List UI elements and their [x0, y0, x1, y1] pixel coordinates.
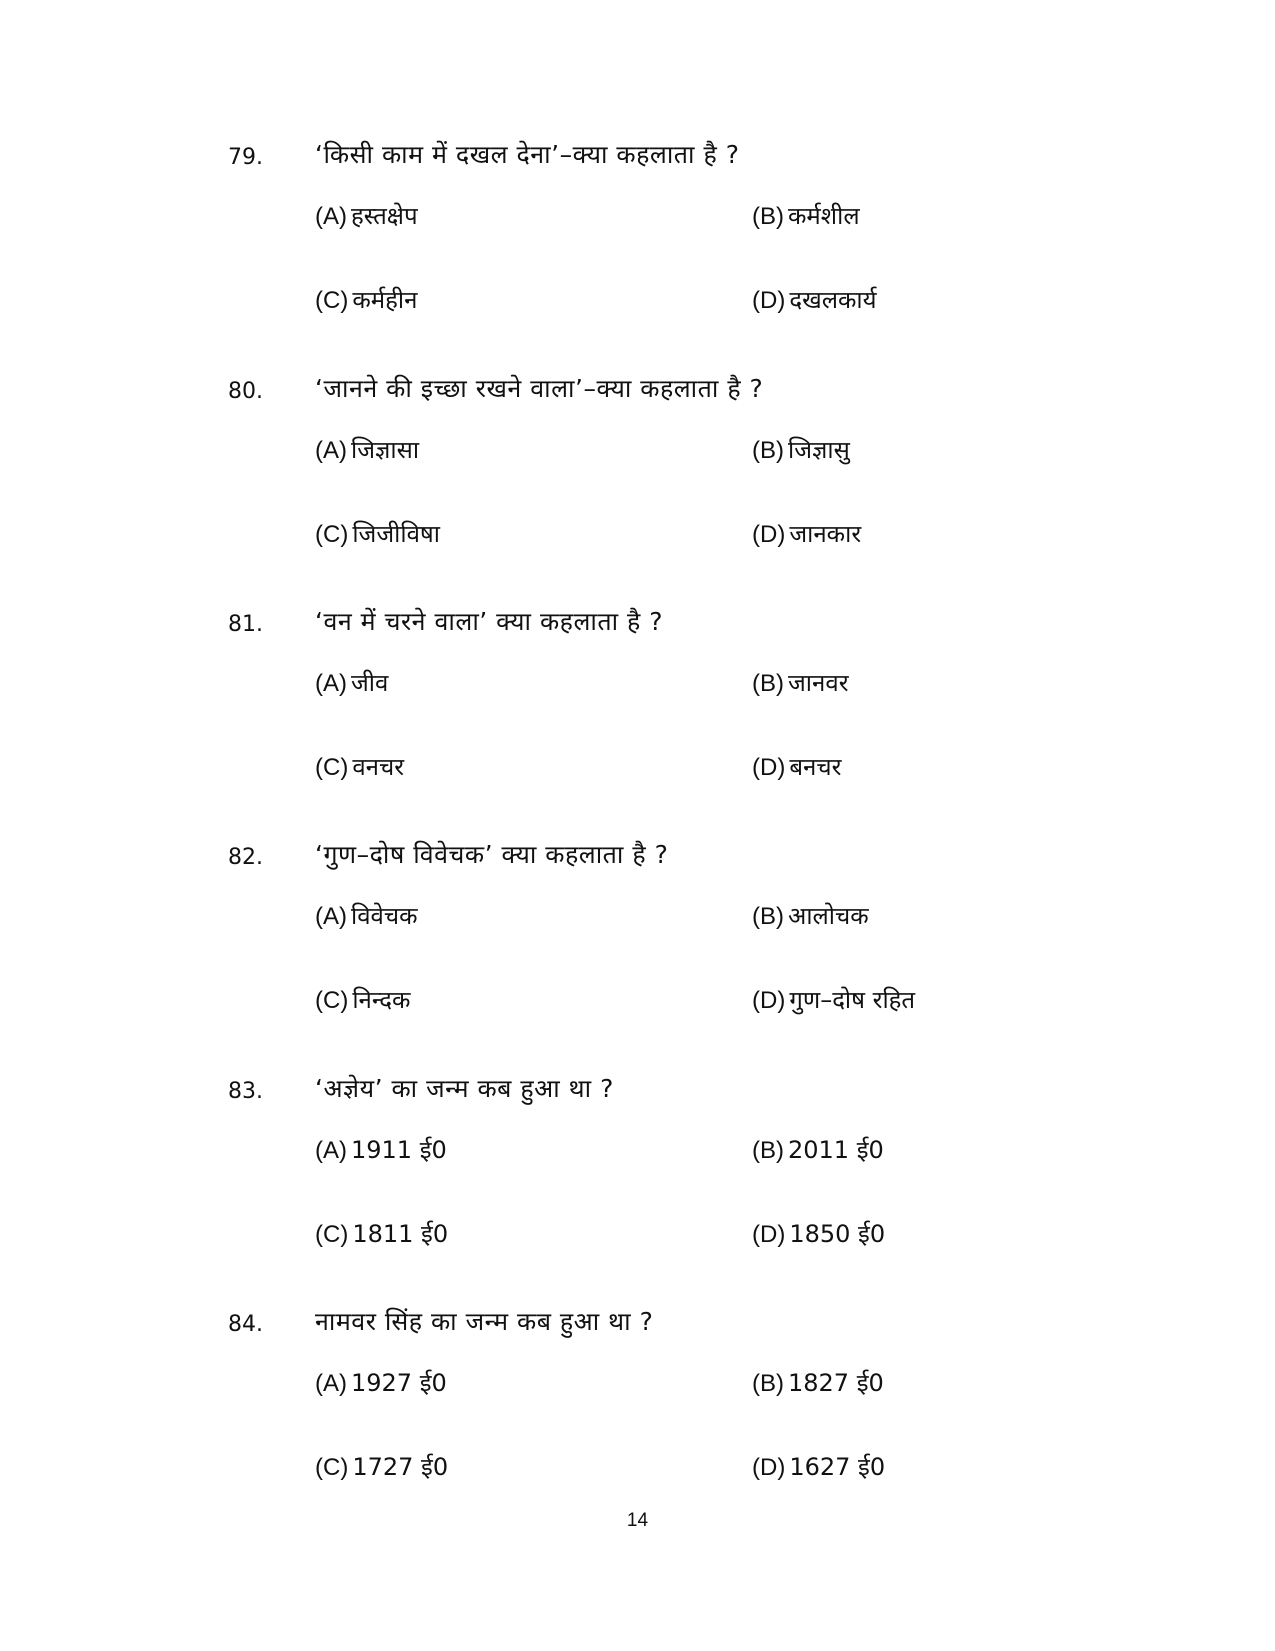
- option-d: [752, 517, 861, 552]
- option-text: जीव: [351, 669, 389, 697]
- option-d: [752, 283, 877, 318]
- option-label: (D): [752, 754, 786, 781]
- question-82: [0, 840, 1275, 1063]
- option-text: विवेचक: [351, 902, 418, 930]
- option-text: कर्मशील: [788, 202, 860, 230]
- question-text: ‘गुण–दोष विवेचक’ क्या कहलाता है ?: [315, 840, 669, 869]
- question-text: ‘किसी काम में दखल देना’–क्या कहलाता है ?: [315, 140, 740, 169]
- option-c: [315, 283, 417, 318]
- option-label: (C): [315, 754, 349, 781]
- option-label: (B): [752, 437, 784, 464]
- option-text: 1850 ई0: [789, 1220, 886, 1248]
- question-number: 80.: [228, 379, 263, 404]
- option-label: (A): [315, 437, 347, 464]
- option-label: (B): [752, 203, 784, 230]
- option-d: [752, 750, 841, 785]
- option-text: 2011 ई0: [788, 1136, 884, 1164]
- option-label: (B): [752, 1370, 784, 1397]
- option-text: जिज्ञासा: [351, 436, 420, 464]
- option-c: [315, 1217, 448, 1252]
- option-text: जिज्ञासु: [788, 436, 850, 464]
- option-text: जानवर: [788, 669, 849, 697]
- question-80: [0, 374, 1275, 597]
- option-b: [752, 199, 860, 234]
- option-label: (D): [752, 1221, 786, 1248]
- option-label: (D): [752, 987, 786, 1014]
- question-79: [0, 140, 1275, 363]
- option-text: 1811 ई0: [352, 1220, 449, 1248]
- option-label: (A): [315, 1137, 347, 1164]
- option-label: (D): [752, 287, 786, 314]
- option-c: [315, 750, 404, 785]
- option-c: [315, 1450, 448, 1485]
- option-text: 1727 ई0: [352, 1453, 449, 1481]
- option-text: निन्दक: [352, 986, 411, 1014]
- question-number: 79.: [228, 145, 263, 170]
- question-81: [0, 607, 1275, 830]
- page-number: 14: [626, 1510, 649, 1531]
- option-text: 1827 ई0: [788, 1369, 884, 1397]
- option-d: [752, 1217, 885, 1252]
- option-text: 1911 ई0: [351, 1136, 447, 1164]
- question-text: ‘जानने की इच्छा रखने वाला’–क्या कहलाता है ?: [315, 374, 764, 403]
- option-a: [315, 666, 388, 701]
- question-text: नामवर सिंह का जन्म कब हुआ था ?: [315, 1307, 654, 1336]
- question-number: 81.: [228, 612, 263, 637]
- option-d: [752, 983, 915, 1018]
- option-text: वनचर: [352, 753, 405, 781]
- option-b: [752, 433, 850, 468]
- question-text: ‘वन में चरने वाला’ क्या कहलाता है ?: [315, 607, 664, 636]
- question-number: 82.: [228, 845, 263, 870]
- option-a: [315, 1366, 447, 1401]
- option-text: जानकार: [789, 520, 862, 548]
- option-text: 1927 ई0: [351, 1369, 447, 1397]
- option-label: (C): [315, 987, 349, 1014]
- option-b: [752, 1366, 884, 1401]
- option-c: [315, 517, 440, 552]
- option-b: [752, 899, 869, 934]
- option-label: (C): [315, 287, 349, 314]
- option-label: (A): [315, 903, 347, 930]
- option-label: (C): [315, 1454, 349, 1481]
- option-text: 1627 ई0: [789, 1453, 886, 1481]
- option-text: दखलकार्य: [789, 286, 877, 314]
- option-c: [315, 983, 410, 1018]
- option-b: [752, 1133, 884, 1168]
- option-label: (D): [752, 521, 786, 548]
- option-text: कर्महीन: [352, 286, 418, 314]
- option-label: (B): [752, 670, 784, 697]
- question-text: ‘अज्ञेय’ का जन्म कब हुआ था ?: [315, 1074, 614, 1103]
- option-a: [315, 433, 419, 468]
- option-text: आलोचक: [788, 902, 869, 930]
- option-text: जिजीविषा: [352, 520, 441, 548]
- option-a: [315, 1133, 447, 1168]
- option-text: हस्तक्षेप: [351, 202, 418, 230]
- question-number: 84.: [228, 1312, 263, 1337]
- option-label: (C): [315, 521, 349, 548]
- option-a: [315, 199, 418, 234]
- option-b: [752, 666, 849, 701]
- option-label: (D): [752, 1454, 786, 1481]
- option-label: (A): [315, 1370, 347, 1397]
- option-d: [752, 1450, 885, 1485]
- option-text: गुण–दोष रहित: [789, 986, 916, 1014]
- question-number: 83.: [228, 1079, 263, 1104]
- option-text: बनचर: [789, 753, 842, 781]
- option-a: [315, 899, 418, 934]
- question-84: [0, 1307, 1275, 1530]
- option-label: (B): [752, 1137, 784, 1164]
- option-label: (C): [315, 1221, 349, 1248]
- option-label: (A): [315, 203, 347, 230]
- option-label: (B): [752, 903, 784, 930]
- option-label: (A): [315, 670, 347, 697]
- question-83: [0, 1074, 1275, 1297]
